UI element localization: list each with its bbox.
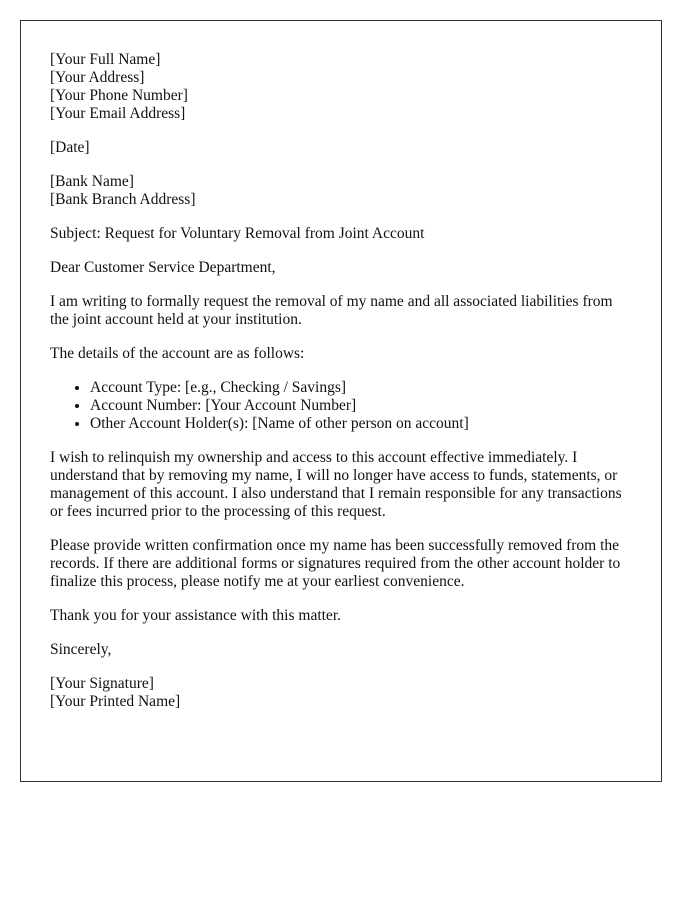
sender-block — [50, 51, 633, 123]
printed-name-line: [Your Printed Name] — [50, 693, 181, 710]
letter-salutation: Dear Customer Service Department, — [50, 259, 276, 276]
paragraph-thanks: Thank you for your assistance with this matter. — [50, 607, 341, 624]
signature-line: [Your Signature] — [50, 675, 154, 692]
letter-closing: Sincerely, — [50, 641, 112, 658]
sender-email: [Your Email Address] — [50, 105, 186, 122]
signature-block — [50, 675, 633, 711]
sender-phone: [Your Phone Number] — [50, 87, 188, 104]
letter-subject: Subject: Request for Voluntary Removal from Joint Account — [50, 225, 425, 242]
sender-address: [Your Address] — [50, 69, 145, 86]
sender-full-name: [Your Full Name] — [50, 51, 161, 68]
account-details-list — [50, 379, 633, 433]
paragraph-relinquish: I wish to relinquish my ownership and access to this account effective immediately. I understand that by removing my name, I will no longer have access to funds, statements, or management of this account. I also understand that I remain responsible for any transactions or fees incurred prior to the processing of this request. — [50, 449, 622, 520]
letter-page — [20, 20, 662, 782]
paragraph-details-intro: The details of the account are as follows: — [50, 345, 305, 362]
paragraph-intro: I am writing to formally request the removal of my name and all associated liabilities from the joint account held at your institution. — [50, 293, 613, 328]
detail-account-type: • Account Type: [e.g., Checking / Savings] — [90, 379, 633, 397]
detail-account-number: • Account Number: [Your Account Number] — [90, 397, 633, 415]
recipient-bank-name: [Bank Name] — [50, 173, 134, 190]
letter-content — [21, 21, 661, 711]
detail-other-holders: • Other Account Holder(s): [Name of other person on account] — [90, 415, 633, 433]
letter-date: [Date] — [50, 139, 90, 156]
paragraph-confirmation: Please provide written confirmation once my name has been successfully removed from the records. If there are additional forms or signatures required from the other account holder to finalize this process, please notify me at your earliest convenience. — [50, 537, 621, 590]
recipient-block — [50, 173, 633, 209]
recipient-bank-branch-address: [Bank Branch Address] — [50, 191, 196, 208]
